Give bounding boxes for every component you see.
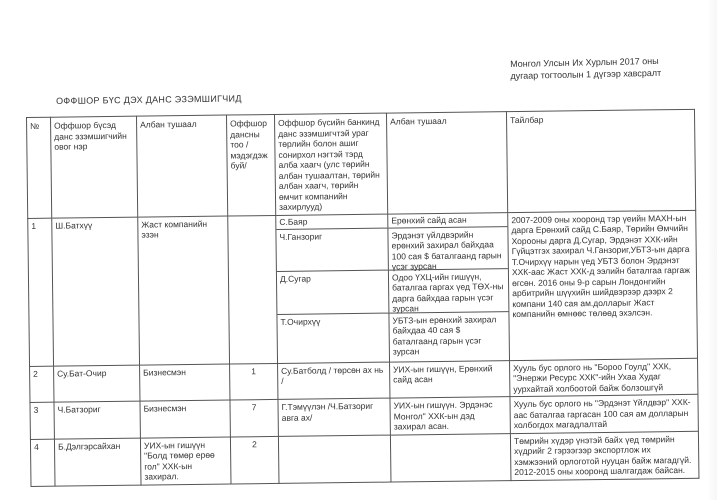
related-name: Т.Очирхүү bbox=[280, 315, 321, 327]
offshore-accounts-table bbox=[26, 109, 699, 487]
row-no: 3 bbox=[30, 402, 54, 439]
row-position: УИХ-ын гишүүн "Болд төмөр ерөө гол" ХХК-ын захирал. bbox=[140, 437, 231, 485]
related-name: Г.Тэмүүлэн /Ч.Батзориг авга ах/ bbox=[278, 398, 390, 436]
table-row bbox=[30, 431, 699, 486]
page-edge-shadow bbox=[707, 0, 717, 500]
row-position: Жаст компанийн эзэн bbox=[138, 216, 230, 365]
row-accounts bbox=[228, 215, 278, 364]
row-holder-name: Ч.Батзориг bbox=[54, 401, 140, 439]
page-title: ОФФШОР БҮС ДЭХ ДАНС ЭЗЭМШИГЧИД bbox=[56, 93, 242, 106]
related-name: Су.Батболд / төрсөн ах нь / bbox=[278, 362, 390, 400]
row-accounts: 2 bbox=[230, 436, 279, 484]
related-name: С.Баяр bbox=[276, 214, 387, 229]
col-header-accounts: Оффшор дансны тоо /мэдэгдэж буй/ bbox=[226, 114, 275, 215]
appendix-header-line-2: дугаар тогтоолын 1 дүгээр хавсралт bbox=[510, 67, 662, 81]
related-position: УИХ-ын гишүүн. Эрдэнэс Монгол" ХХК-ын дэд захирал асан. bbox=[390, 397, 510, 435]
related-position: УИХ-ын гишүүн, Ерөнхий сайд асан bbox=[390, 360, 510, 398]
row-no: 2 bbox=[30, 366, 54, 403]
row-position: Бизнесмэн bbox=[140, 400, 230, 438]
row-related-positions bbox=[388, 212, 510, 361]
related-position: Одоо ҮХЦ-ийн гишүүн, баталгаа гаргах үед ТӨХ-ны дарга байхдаа гарын үсэг зурсан bbox=[389, 269, 509, 313]
related-position: Эрдэнэт үйлдвэрийн ерөнхий захирал байхдаа 100 сая $ баталгаанд гарын үсэг зурсан bbox=[388, 227, 508, 270]
row-holder-name: Б.Дэлгэрсайхан bbox=[54, 438, 141, 486]
row-note: 2007-2009 оны хооронд тэр үеийн МАХН-ын дарга Ерөнхий сайд С.Баяр, Төрийн Өмчийн Хорооны дарга Д.Сугар, Эрдэнэт ХХК-ийн Гүйцэтгэх захирал Ч.Ганзориг,УБТЗ-ын дарга Т.Очирхүү нарын үед УБТЗ болон Эрдэнэт ХХК-аас Жаст ХХК-д ээлийн баталгаа гаргаж өгсөн. 2016 оны 9-р сарын Лондонгийн арбитрийн шүүхийн шийдвэрээр дээрх 2 компани 140 сая ам.долларыг Жаст компанийн өмнөөс төлөөд эхэлсэн. bbox=[508, 210, 698, 360]
related-position: Ерөнхий сайд асан bbox=[388, 213, 507, 228]
related-name: Д.Сугар bbox=[277, 270, 389, 314]
related-name bbox=[278, 435, 391, 483]
row-accounts: 1 bbox=[230, 363, 278, 400]
col-header-related-position: Албан тушаал bbox=[386, 112, 507, 214]
appendix-header-line-1: Монгол Улсын Их Хурлын 2017 оны bbox=[510, 55, 659, 69]
row-no: 4 bbox=[30, 439, 55, 486]
col-header-name: Оффшор бүсэд данс эзэмшигчийн овог нэр bbox=[51, 116, 138, 218]
related-name: Ч.Ганзориг bbox=[276, 228, 388, 271]
row-note: Хууль бус орлого нь "Эрдэнэт Үйлдвэр" ХХК-аас баталгаа гаргасан 100 сая ам долларын холбогдох магадлалтай bbox=[510, 394, 698, 433]
col-header-no: № bbox=[27, 117, 52, 218]
row-no: 1 bbox=[28, 218, 54, 366]
row-accounts: 7 bbox=[230, 399, 278, 436]
col-header-related: Оффшор бүсийн банкинд данс эзэмшигчтэй ураг төрлийн болон ашиг сонирхол нэгтэй тэрд алба хаагч (улс төрийн албан тушаалтан, төрийн албан хаагч, төрийн өмчит компанийн захирлууд) bbox=[274, 113, 387, 215]
row-note: Хууль бус орлого нь "Бороо Гоулд" ХХК, "Энержи Ресурс ХХК"-ийн Ухаа Худаг уурхайтай холбоотой байж болзошгүй bbox=[510, 358, 698, 397]
row-related-names bbox=[276, 214, 390, 363]
row-holder-name: Ш.Батхүү bbox=[52, 217, 140, 366]
appendix-header bbox=[510, 54, 700, 82]
row-note: Төмрийн хүдэр үнэтэй байх үед төмрийн хүдрийг 2 гэрээгээр экспортлож их хэмжээний орлоготой нууцан байж магадгүй. 2012-2015 оны хооронд шалгагдаж байсан. bbox=[510, 431, 699, 480]
row-position: Бизнесмэн bbox=[140, 364, 230, 402]
related-position bbox=[390, 433, 511, 481]
table-header-row bbox=[27, 109, 696, 218]
col-header-note: Тайлбар bbox=[506, 109, 695, 212]
related-position: УБТЗ-ын ерөнхий захирал байхдаа 40 сая $ баталгаанд гарын үсэг зурсан bbox=[392, 313, 497, 357]
table-row bbox=[28, 210, 698, 366]
col-header-position: Албан тушаал bbox=[136, 115, 227, 217]
row-holder-name: Су.Бат-Очир bbox=[54, 365, 140, 403]
